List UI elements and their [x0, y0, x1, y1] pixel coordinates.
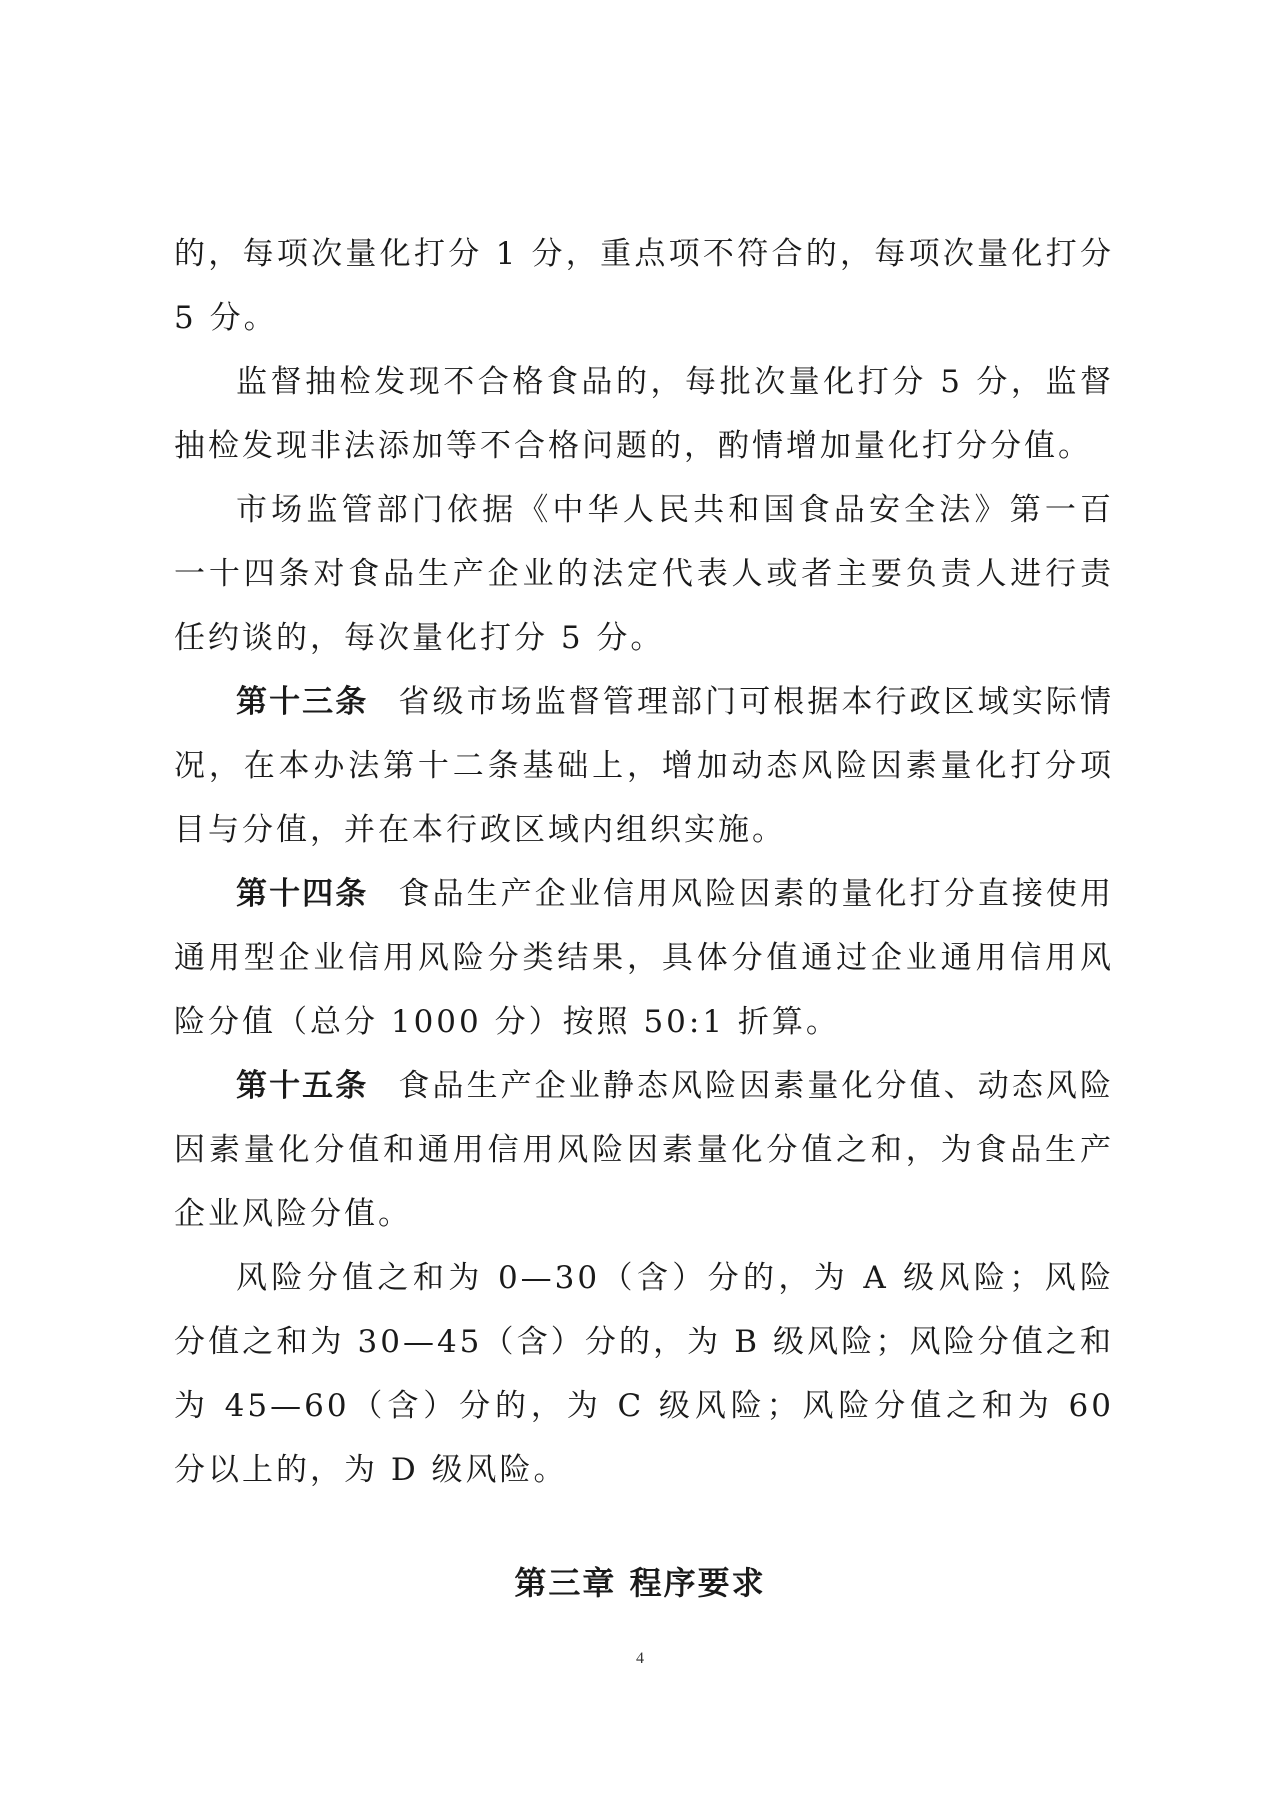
page-number: 4 [636, 1650, 644, 1667]
paragraph-sampling-inspection: 监督抽检发现不合格食品的，每批次量化打分 5 分，监督抽检发现非法添加等不合格问题的，酌情增加量化打分分值。 [174, 364, 1114, 464]
article-13-text: 省级市场监督管理部门可根据本行政区域实际情况，在本办法第十二条基础上，增加动态风险因素量化打分项目与分值，并在本行政区域内组织实施。 [174, 684, 1115, 848]
article-14-text: 食品生产企业信用风险因素的量化打分直接使用通用型企业信用风险分类结果，具体分值通过企业通用信用风险分值（总分 1000 分）按照 50:1 折算。 [174, 876, 1115, 1040]
article-15-text: 食品生产企业静态风险因素量化分值、动态风险因素量化分值和通用信用风险因素量化分值之和，为食品生产企业风险分值。 [174, 1068, 1115, 1232]
article-13-heading: 第十三条 [236, 684, 369, 720]
body-text [174, 222, 1114, 1502]
article-14-heading: 第十四条 [236, 876, 369, 912]
article-14 [174, 862, 1114, 1054]
paragraph-continuation: 的，每项次量化打分 1 分，重点项不符合的，每项次量化打分 5 分。 [174, 236, 1114, 336]
article-13 [174, 670, 1114, 862]
article-15 [174, 1054, 1114, 1246]
chapter-title: 第三章 程序要求 [514, 1564, 766, 1602]
paragraph-responsibility-interview: 市场监管部门依据《中华人民共和国食品安全法》第一百一十四条对食品生产企业的法定代表人或者主要负责人进行责任约谈的，每次量化打分 5 分。 [174, 492, 1114, 656]
article-15-heading: 第十五条 [236, 1068, 369, 1104]
paragraph-risk-levels: 风险分值之和为 0—30（含）分的，为 A 级风险；风险分值之和为 30—45（含）分的，为 B 级风险；风险分值之和为 45—60（含）分的，为 C 级风险；风险分值之和为 60 分以上的，为 D 级风险。 [174, 1260, 1114, 1488]
